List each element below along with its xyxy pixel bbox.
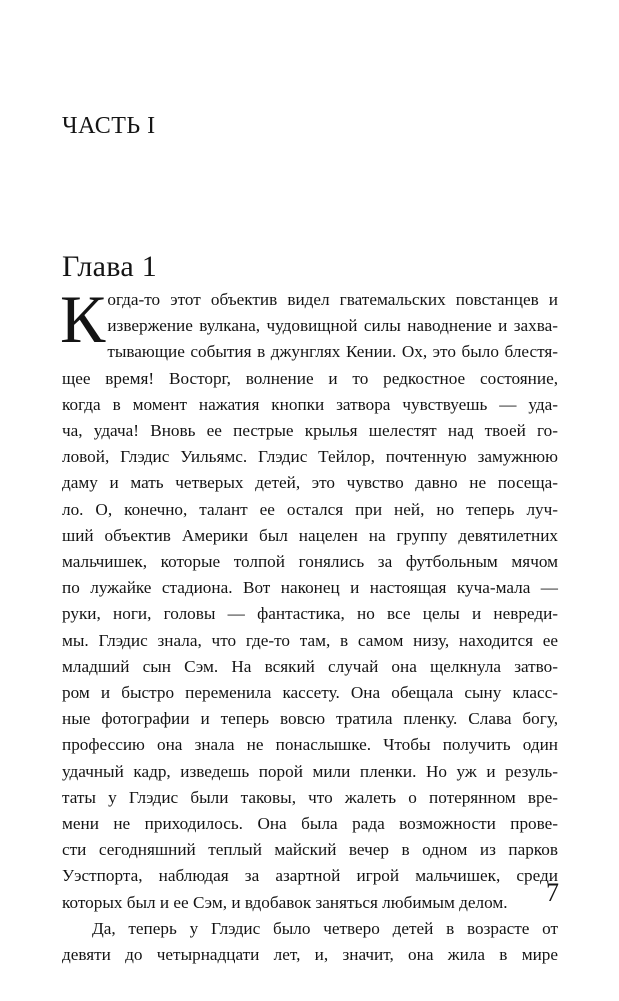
page-number: 7 <box>546 878 559 907</box>
text-line: извержение вулкана, чудовищной силы наводнение и захва- <box>107 316 558 336</box>
text-line: младший сын Сэм. На всякий случай она щелкнула затво- <box>62 656 558 676</box>
text-line: огда-то этот объектив видел гватемальских повстанцев и <box>107 290 558 309</box>
chapter-title: Глава 1 <box>62 250 158 283</box>
text-line: ром и быстро переменила кассету. Она обещала сыну класс- <box>62 683 558 703</box>
text-line: даму и мать четверых детей, это чувство давно не посеща- <box>62 473 558 493</box>
text-line: мальчишек, которые толпой гонялись за футбольным мячом <box>62 552 558 572</box>
text-line: щее время! Восторг, волнение и то редкостное состояние, <box>62 368 558 388</box>
text-line: сти сегодняшний теплый майский вечер в одном из парков <box>62 840 558 860</box>
text-line: ший объектив Америки был нацелен на группу девятилетних <box>62 525 558 545</box>
text-line: ча, удача! Вновь ее пестрые крылья шелестят над твоей го- <box>62 421 558 441</box>
text-line: таты у Глэдис были таковы, что жалеть о потерянном вре- <box>62 787 558 807</box>
text-line: Да, теперь у Глэдис было четверо детей в возрасте от <box>92 918 558 938</box>
text-line: мени не приходилось. Она была рада возможности прове- <box>62 814 558 834</box>
text-line: мы. Глэдис знала, что где-то там, в самом низу, находится ее <box>62 630 558 650</box>
chapter-body <box>60 281 558 968</box>
text-line: ловой, Глэдис Уильямс. Глэдис Тейлор, почтенную замужнюю <box>62 447 558 467</box>
part-title: ЧАСТЬ I <box>62 113 156 139</box>
text-line: Уэстпорта, наблюдая за азартной игрой мальчишек, среди <box>62 866 558 886</box>
text-line: ло. О, конечно, талант ее остался при ней, но теперь луч- <box>62 499 558 519</box>
text-line: по лужайке стадиона. Вот наконец и настоящая куча-мала — <box>62 578 558 598</box>
text-line: тывающие события в джунглях Кении. Ох, это было блестя- <box>107 342 558 362</box>
paragraph-1 <box>60 281 558 916</box>
paragraph-2 <box>62 916 558 968</box>
text-line: ные фотографии и теперь вовсю тратила пленку. Слава богу, <box>62 709 558 729</box>
text-line: когда в момент нажатия кнопки затвора чувствуешь — уда- <box>62 394 558 414</box>
text-line: девяти до четырнадцати лет, и, значит, она жила в мире <box>62 945 558 965</box>
drop-cap: К <box>60 281 106 357</box>
text-line: удачный кадр, изведешь порой мили пленки. Но уж и резуль- <box>62 761 558 781</box>
text-line: руки, ноги, головы — фантастика, но все целы и невреди- <box>62 604 558 624</box>
text-line: профессию она знала не понаслышке. Чтобы получить один <box>62 735 558 755</box>
text-line: которых был и ее Сэм, и вдобавок заняться любимым делом. <box>62 892 508 912</box>
